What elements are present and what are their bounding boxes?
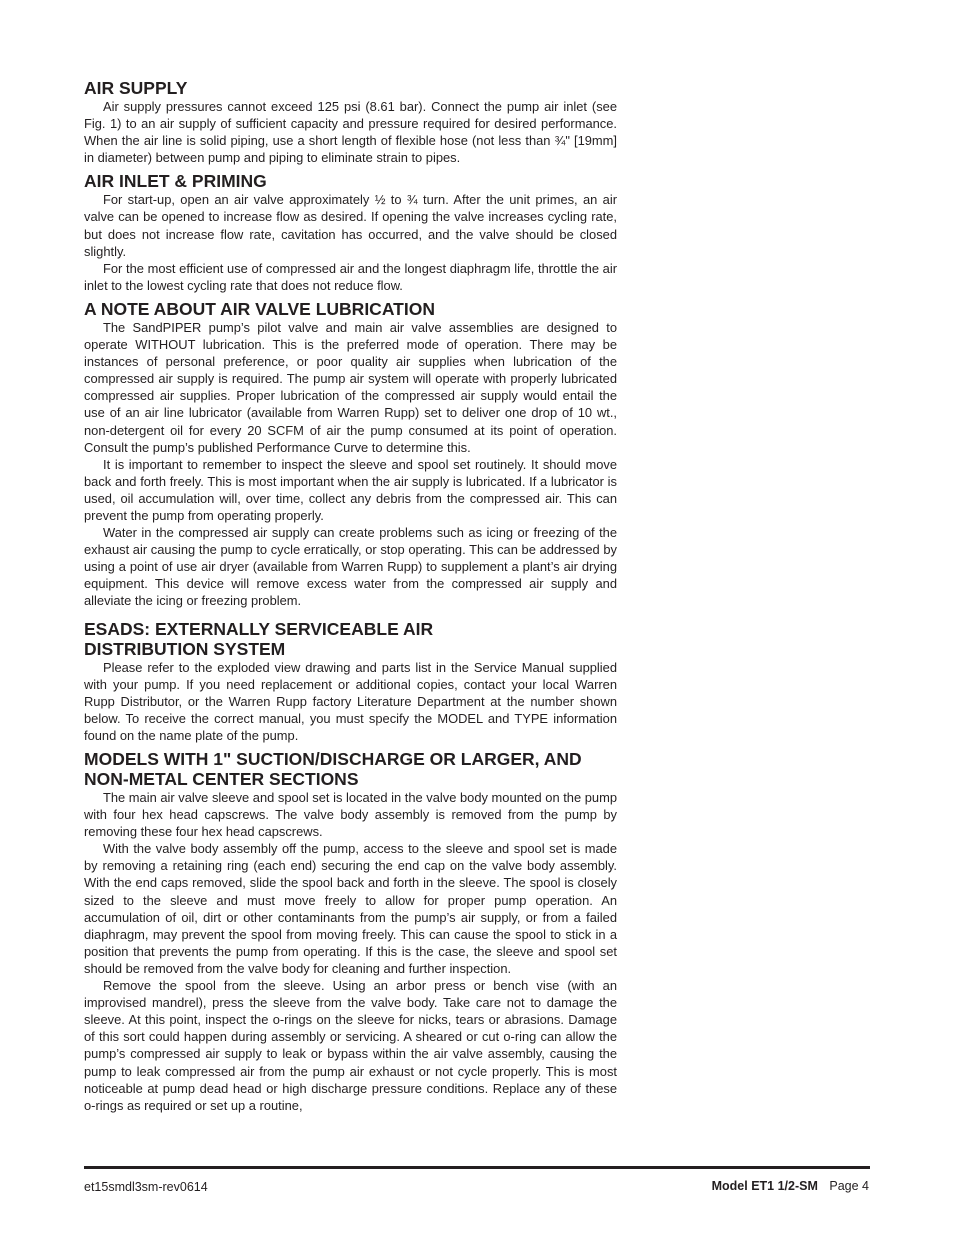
heading-line: ESADS: EXTERNALLY SERVICEABLE AIR	[84, 618, 434, 639]
footer-model: Model ET1 1/2-SM	[711, 1179, 818, 1193]
footer-doc-code: et15smdl3sm-rev0614	[84, 1180, 208, 1194]
paragraph: Please refer to the exploded view drawing and parts list in the Service Manual supplied with your pump. If you need replacement or additional copies, contact your local Warren Rupp Distributor, or the Warren Rupp factory Literature Department at the number shown below. To receive the correct manual, you must specify the MODEL and TYPE information found on the name plate of the pump.	[84, 659, 617, 743]
heading-esads	[84, 619, 617, 659]
heading-air-inlet-priming: AIR INLET & PRIMING	[84, 171, 267, 192]
paragraph: It is important to remember to inspect the sleeve and spool set routinely. It should move back and forth freely. This is most important when the air supply is lubricated. If a lubricator is used, oil accumulation will, over time, collect any debris from the compressed air. This can prevent the pump from operating properly.	[84, 456, 617, 523]
main-text-column	[84, 78, 617, 1114]
heading-line: DISTRIBUTION SYSTEM	[84, 638, 286, 659]
footer-page-info	[712, 1179, 869, 1193]
paragraph: For the most efficient use of compressed air and the longest diaphragm life, throttle the air inlet to the lowest cycling rate that does not reduce flow.	[84, 260, 617, 293]
paragraph: Remove the spool from the sleeve. Using an arbor press or bench vise (with an improvised mandrel), press the sleeve from the valve body. Take care not to damage the sleeve. At this point, inspect the o-rings on the sleeve for nicks, tears or abrasions. Damage of this sort could happen during assembly or servicing. A sheared or cut o-ring can allow the pump’s compressed air supply to leak or bypass within the air valve assembly, causing the pump to leak compressed air from the pump air exhaust or not cycle properly. This is most noticeable at pump dead head or high discharge pressure conditions. Replace any of these o-rings as required or set up a routine,	[84, 978, 617, 1113]
footer-page-number: Page 4	[829, 1179, 869, 1193]
paragraph: With the valve body assembly off the pump, access to the sleeve and spool set is made by removing a retaining ring (each end) securing the end cap on the valve body assembly. With the end caps removed, slide the spool back and forth in the sleeve. The spool is closely sized to the sleeve and must move freely to allow for proper pump operation. An accumulation of oil, dirt or other contaminants from the pump’s air supply, or from a failed diaphragm, may prevent the spool from moving freely. This can cause the spool to stick in a position that prevents the pump from operating. If this is the case, the sleeve and spool set should be removed from the valve body for cleaning and further inspection.	[84, 841, 617, 976]
paragraph: Water in the compressed air supply can create problems such as icing or freezing of the exhaust air causing the pump to cycle erratically, or stop operating. This can be addressed by using a point of use air dryer (available from Warren Rupp) to supplement a plant’s air drying equipment. This device will remove excess water from the compressed air supply and alleviate the icing or freezing problem.	[84, 525, 617, 609]
heading-air-valve-lubrication: A NOTE ABOUT AIR VALVE LUBRICATION	[84, 298, 435, 319]
heading-models-1-inch: MODELS WITH 1" SUCTION/DISCHARGE OR LARGER, AND NON-METAL CENTER SECTIONS	[84, 749, 582, 789]
paragraph: The SandPIPER pump’s pilot valve and main air valve assemblies are designed to operate WITHOUT lubrication. This is the preferred mode of operation. There may be instances of personal preference, or poor quality air supplies when lubrication of the compressed air supply is required. The pump air system will operate with properly lubricated compressed air supplies. Proper lubrication of the compressed air supply would entail the use of an air line lubricator (available from Warren Rupp) set to deliver one drop of 10 wt., non-detergent oil for every 20 SCFM of air the pump consumed at its point of operation. Consult the pump’s published Performance Curve to determine this.	[84, 319, 617, 455]
paragraph: The main air valve sleeve and spool set is located in the valve body mounted on the pump with four hex head capscrews. The valve body assembly is removed from the pump by removing these four hex head capscrews.	[84, 790, 617, 840]
paragraph: Air supply pressures cannot exceed 125 psi (8.61 bar). Connect the pump air inlet (see Fig. 1) to an air supply of sufficient capacity and pressure required for desired performance. When the air line is solid piping, use a short length of flexible hose (not less than ¾" [19mm] in diameter) between pump and piping to eliminate strain to pipes.	[84, 99, 617, 166]
footer-divider	[84, 1166, 870, 1169]
heading-air-supply: AIR SUPPLY	[84, 78, 188, 98]
paragraph: For start-up, open an air valve approximately ½ to ¾ turn. After the unit primes, an air valve can be opened to increase flow as desired. If opening the valve increases cycling rate, but does not increase flow rate, cavitation has occurred, and the valve should be closed slightly.	[84, 192, 617, 259]
